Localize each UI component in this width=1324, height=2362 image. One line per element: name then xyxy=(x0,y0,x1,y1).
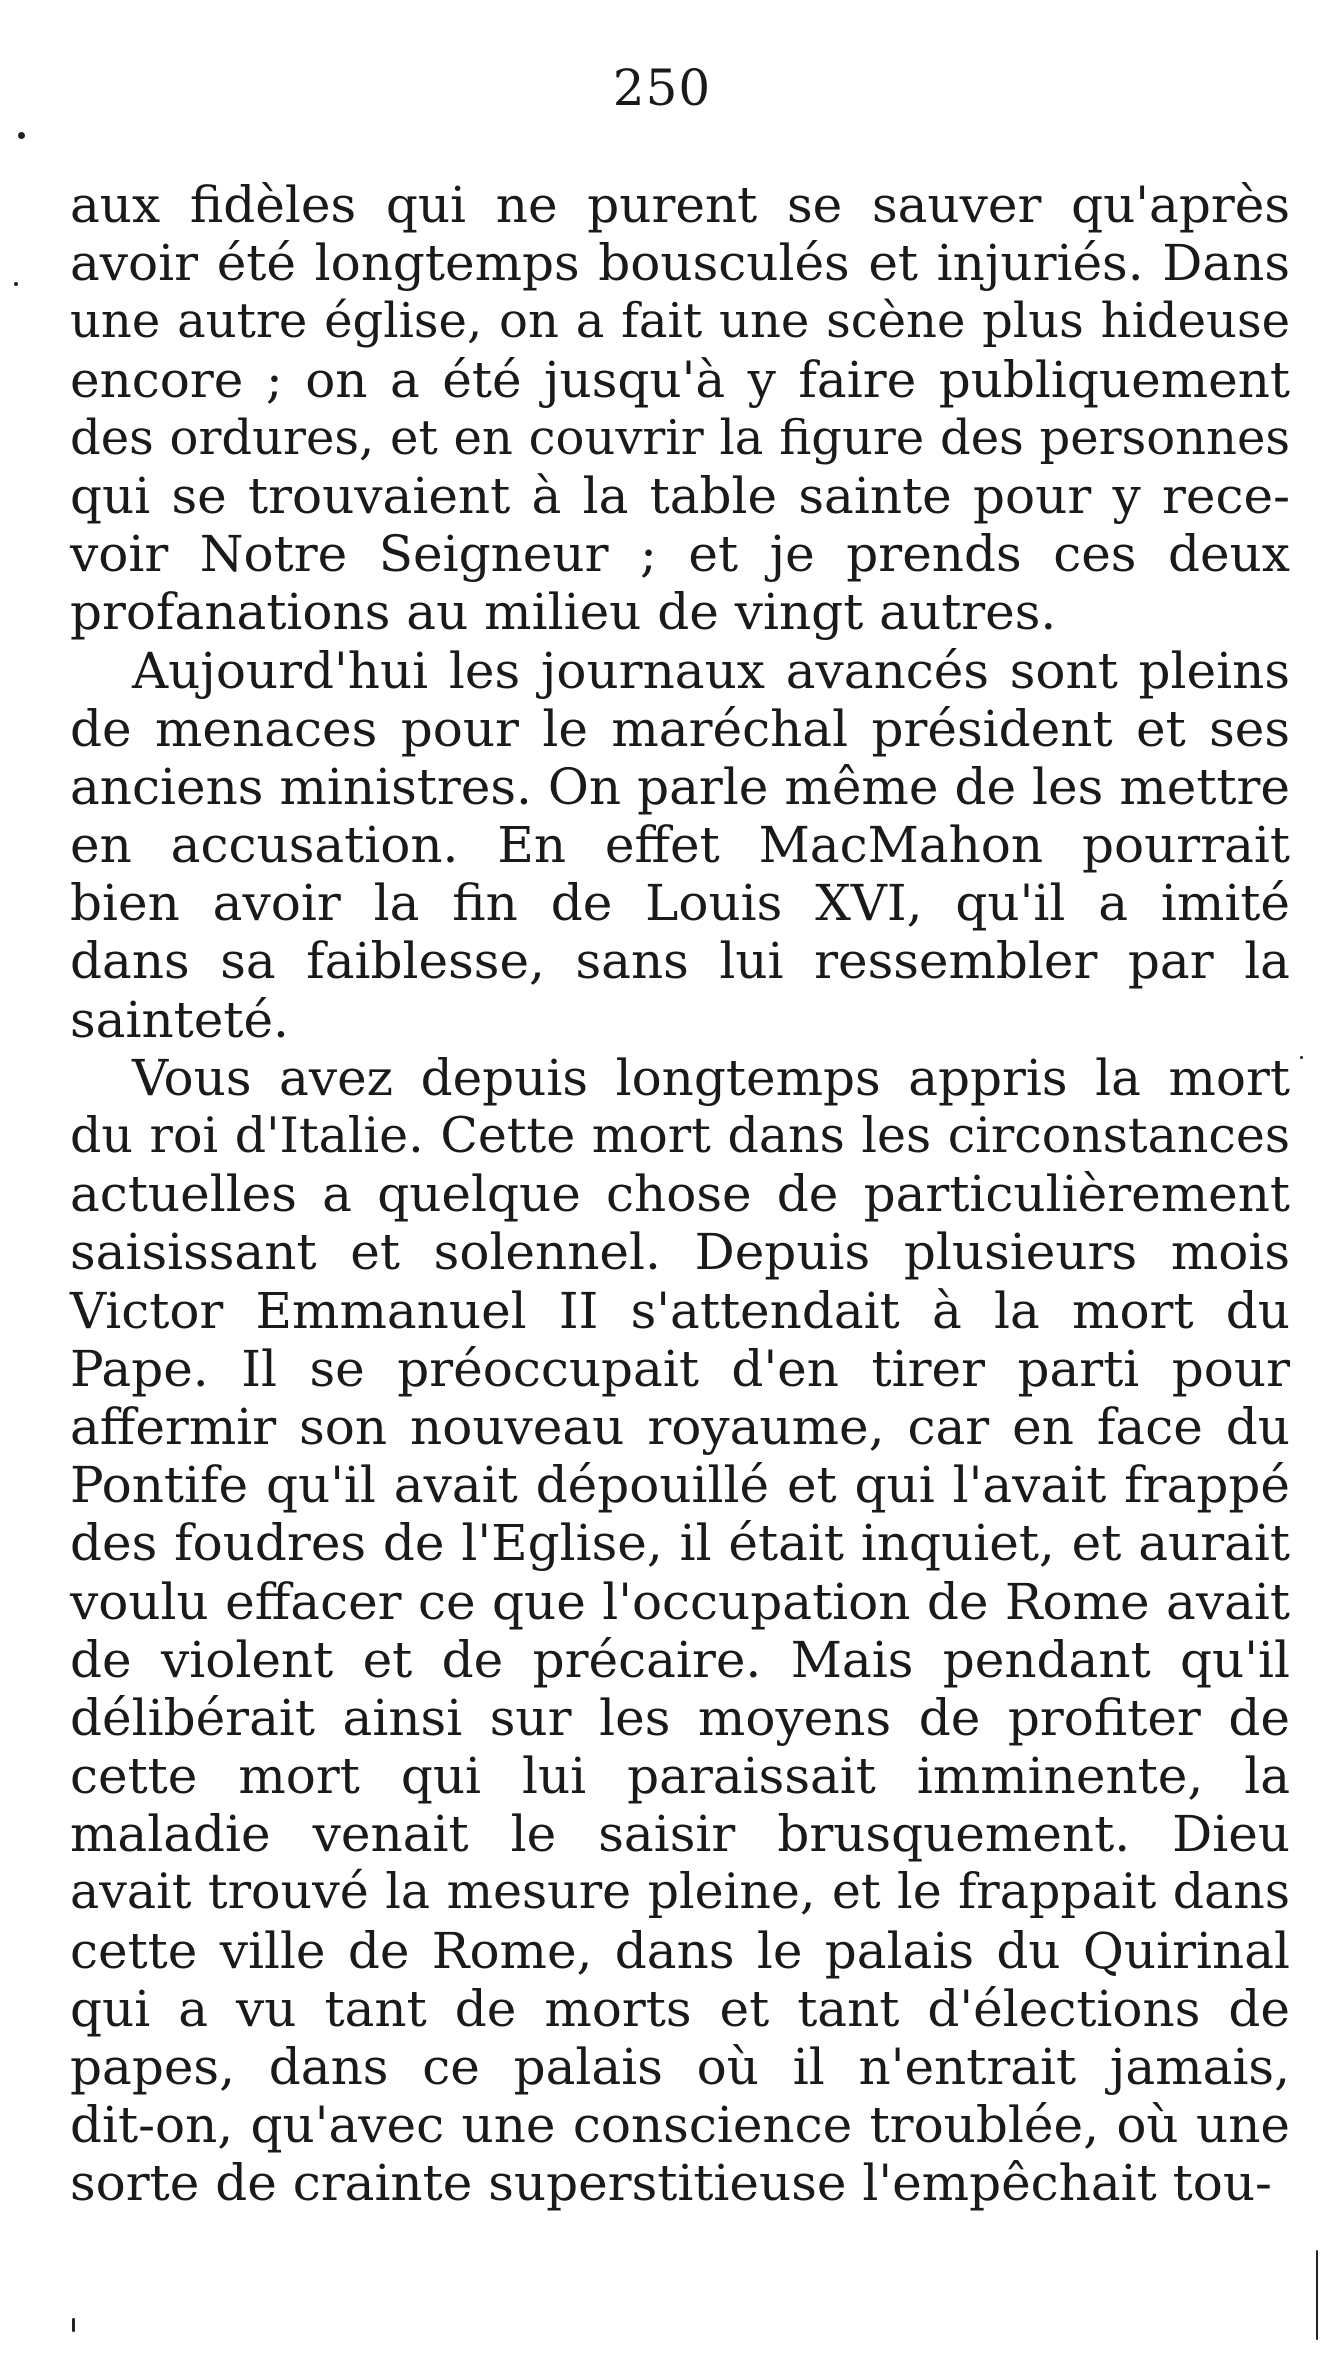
paragraph xyxy=(70,1049,1290,2213)
text-line: profanations au milieu de vingt autres. xyxy=(70,583,1057,642)
text-line: dans sa faiblesse, sans lui ressembler par la xyxy=(70,932,1290,991)
text-line: affermir son nouveau royaume, car en face du xyxy=(70,1397,1290,1456)
text-line: saisissant et solennel. Depuis plusieurs mois xyxy=(70,1223,1290,1282)
text-line: Aujourd'hui les journaux avancés sont pleins xyxy=(132,641,1290,700)
text-line: encore ; on a été jusqu'à y faire publiquement xyxy=(70,350,1290,409)
text-line: Pape. Il se préoccupait d'en tirer parti pour xyxy=(70,1339,1290,1398)
text-line: aux fidèles qui ne purent se sauver qu'après xyxy=(70,176,1290,234)
text-line: Victor Emmanuel II s'attendait à la mort du xyxy=(70,1281,1290,1340)
text-line: Pontife qu'il avait dépouillé et qui l'avait frappé xyxy=(70,1456,1290,1515)
text-line: voulu effacer ce que l'occupation de Rome avait xyxy=(70,1572,1290,1631)
text-line: avait trouvé la mesure pleine, et le frappait dans xyxy=(70,1863,1290,1921)
text-line: actuelles a quelque chose de particulièrement xyxy=(70,1165,1290,1224)
text-line: avoir été longtemps bousculés et injuriés. Dans xyxy=(70,234,1290,293)
body-text xyxy=(70,176,1290,2213)
text-line: de menaces pour le maréchal président et ses xyxy=(70,699,1290,758)
text-line: anciens ministres. On parle même de les mettre xyxy=(70,757,1290,816)
page-number: 250 xyxy=(612,59,712,117)
text-line: des ordures, et en couvrir la figure des personnes xyxy=(70,409,1290,466)
text-line: cette ville de Rome, dans le palais du Quirinal xyxy=(70,1921,1290,1980)
text-line: du roi d'Italie. Cette mort dans les circonstances xyxy=(70,1107,1290,1164)
paragraph xyxy=(70,176,1290,642)
text-line: délibérait ainsi sur les moyens de profiter de xyxy=(70,1688,1290,1747)
text-line: qui se trouvaient à la table sainte pour y rece- xyxy=(70,466,1290,525)
text-line: qui a vu tant de morts et tant d'élections de xyxy=(70,1979,1290,2038)
text-line: papes, dans ce palais où il n'entrait jamais, xyxy=(70,2038,1290,2096)
text-line: sainteté. xyxy=(70,990,289,1049)
text-line: cette mort qui lui paraissait imminente, la xyxy=(70,1747,1290,1806)
text-line: voir Notre Seigneur ; et je prends ces deux xyxy=(70,525,1290,584)
text-line: une autre église, on a fait une scène plus hideuse xyxy=(70,293,1290,350)
paragraph xyxy=(70,642,1290,1049)
text-line: maladie venait le saisir brusquement. Dieu xyxy=(70,1805,1290,1864)
text-line: sorte de crainte superstitieuse l'empêchait tou- xyxy=(70,2154,1272,2213)
text-line: en accusation. En effet MacMahon pourrait xyxy=(70,816,1290,875)
text-line: dit-on, qu'avec une conscience troublée, où une xyxy=(70,2096,1290,2155)
text-line: bien avoir la fin de Louis XVI, qu'il a imité xyxy=(70,874,1290,933)
text-line: des foudres de l'Eglise, il était inquiet, et aurait xyxy=(70,1514,1290,1573)
text-line: Vous avez depuis longtemps appris la mort xyxy=(132,1048,1290,1107)
text-line: de violent et de précaire. Mais pendant qu'il xyxy=(70,1630,1290,1689)
